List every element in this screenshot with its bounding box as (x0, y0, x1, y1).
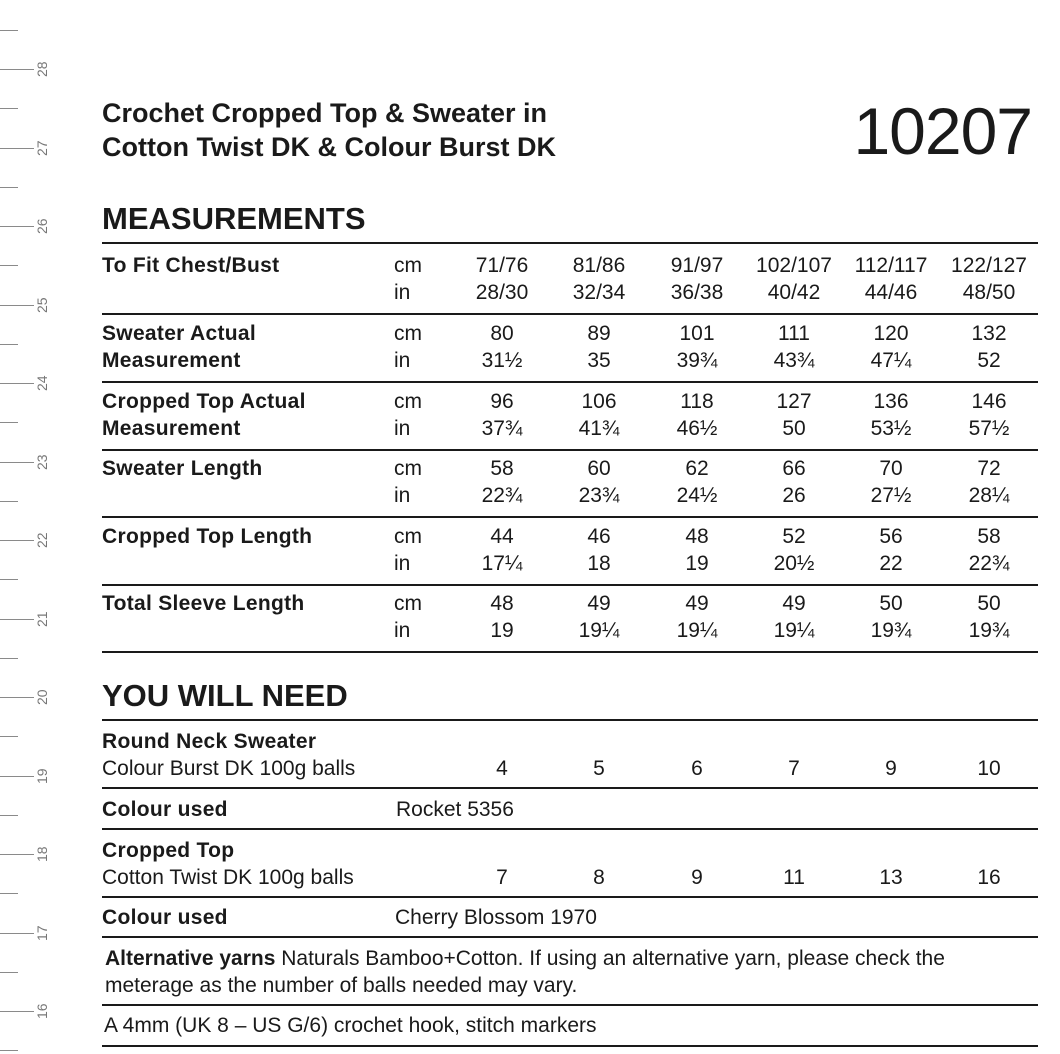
cm-value: 101 (679, 322, 715, 345)
cropped-colour-label: Colour used (102, 906, 228, 929)
divider (102, 828, 1038, 830)
ruler-label: 16 (34, 1003, 50, 1019)
unit-cm: cm (394, 525, 422, 548)
in-value: 48/50 (962, 281, 1016, 304)
ruler-minor-tick (0, 658, 18, 659)
ruler-major-tick (0, 1011, 34, 1012)
ruler-major-tick (0, 854, 34, 855)
row-label: Total Sleeve Length (102, 592, 305, 615)
ball-count: 9 (885, 757, 897, 780)
cm-value: 49 (587, 592, 611, 615)
cm-value: 50 (879, 592, 903, 615)
divider (102, 516, 1038, 518)
in-value: 57½ (968, 417, 1010, 440)
ruler-label: 18 (34, 846, 50, 862)
ruler-minor-tick (0, 972, 18, 973)
title-line-2: Cotton Twist DK & Colour Burst DK (102, 132, 556, 162)
ruler-major-tick (0, 148, 34, 149)
ruler-label: 25 (34, 296, 50, 313)
cm-value: 89 (587, 322, 611, 345)
in-value: 50 (782, 417, 806, 440)
cm-value: 44 (490, 525, 514, 548)
ruler-label: 24 (34, 375, 50, 391)
row-label-cont: Measurement (102, 349, 241, 372)
cm-value: 71/76 (475, 254, 529, 277)
in-value: 39¾ (676, 349, 718, 372)
unit-cm: cm (394, 322, 422, 345)
cm-value: 48 (685, 525, 709, 548)
in-value: 22 (879, 552, 903, 575)
row-label: Cropped Top Length (102, 525, 313, 548)
ruler-minor-tick (0, 344, 18, 345)
ruler (0, 0, 60, 1054)
divider (102, 651, 1038, 653)
cm-value: 146 (971, 390, 1007, 413)
divider (102, 787, 1038, 789)
ruler-major-tick (0, 697, 34, 698)
ball-count: 9 (691, 866, 703, 889)
sweater-colour-label: Colour used (102, 798, 228, 821)
row-label-cont: Measurement (102, 417, 241, 440)
ball-count: 16 (977, 866, 1001, 889)
unit-in: in (394, 281, 411, 304)
cm-value: 118 (680, 390, 714, 413)
ball-count: 7 (788, 757, 800, 780)
alternative-yarns-label: Alternative yarns (105, 947, 276, 970)
cm-value: 91/97 (670, 254, 724, 277)
cm-value: 112/117 (854, 254, 928, 277)
ruler-major-tick (0, 776, 34, 777)
cm-value: 127 (776, 390, 812, 413)
pattern-number: 10207 (853, 94, 1032, 168)
unit-in: in (394, 349, 411, 372)
cm-value: 111 (778, 322, 810, 345)
in-value: 27½ (870, 484, 912, 507)
cm-value: 66 (782, 457, 806, 480)
cm-value: 58 (490, 457, 514, 480)
in-value: 28¼ (968, 484, 1010, 507)
ruler-minor-tick (0, 579, 18, 580)
ruler-minor-tick (0, 422, 18, 423)
measurements-heading: MEASUREMENTS (102, 201, 366, 236)
cm-value: 52 (782, 525, 806, 548)
in-value: 20½ (773, 552, 815, 575)
in-value: 41¾ (578, 417, 620, 440)
ball-count: 10 (977, 757, 1001, 780)
cm-value: 106 (581, 390, 617, 413)
ruler-label: 23 (34, 453, 50, 470)
sweater-title: Round Neck Sweater (102, 730, 317, 753)
divider (102, 719, 1038, 721)
cm-value: 132 (971, 322, 1007, 345)
ruler-minor-tick (0, 265, 18, 266)
cm-value: 48 (490, 592, 514, 615)
divider (102, 1004, 1038, 1006)
ruler-label: 21 (34, 610, 50, 627)
in-value: 53½ (870, 417, 912, 440)
ruler-major-tick (0, 619, 34, 620)
unit-in: in (394, 619, 411, 642)
divider (102, 313, 1038, 315)
divider (102, 1045, 1038, 1047)
cropped-title: Cropped Top (102, 839, 235, 862)
ruler-major-tick (0, 462, 34, 463)
ruler-major-tick (0, 933, 34, 934)
row-label: Sweater Actual (102, 322, 256, 345)
you-will-need-heading: YOU WILL NEED (102, 678, 348, 713)
cm-value: 49 (685, 592, 709, 615)
ruler-label: 20 (34, 689, 50, 705)
ruler-minor-tick (0, 1050, 18, 1051)
in-value: 23¾ (578, 484, 620, 507)
alternative-yarns-text: Naturals Bamboo+Cotton. If using an alternative yarn, please check the meterage as the number of balls needed may vary. (105, 947, 945, 997)
row-label: Cropped Top Actual (102, 390, 306, 413)
in-value: 28/30 (475, 281, 529, 304)
cm-value: 122/127 (951, 254, 1027, 277)
in-value: 44/46 (864, 281, 918, 304)
in-value: 19¼ (578, 619, 620, 642)
in-value: 22¾ (968, 552, 1010, 575)
divider (102, 936, 1038, 938)
cm-value: 102/107 (756, 254, 832, 277)
in-value: 19¾ (968, 619, 1010, 642)
in-value: 24½ (676, 484, 718, 507)
cm-value: 50 (977, 592, 1001, 615)
cm-value: 120 (873, 322, 909, 345)
ball-count: 8 (593, 866, 605, 889)
sweater-yarn: Colour Burst DK 100g balls (102, 757, 356, 780)
ruler-minor-tick (0, 108, 18, 109)
row-label: Sweater Length (102, 457, 263, 480)
cm-value: 62 (685, 457, 709, 480)
in-value: 19¾ (870, 619, 912, 642)
in-value: 36/38 (670, 281, 724, 304)
in-value: 17¼ (481, 552, 523, 575)
divider (102, 584, 1038, 586)
alternative-yarns-note (105, 945, 1035, 999)
ball-count: 11 (783, 866, 805, 889)
ruler-minor-tick (0, 30, 18, 31)
in-value: 26 (782, 484, 806, 507)
in-value: 19 (490, 619, 514, 642)
in-value: 37¾ (481, 417, 523, 440)
ball-count: 13 (879, 866, 903, 889)
in-value: 19¼ (773, 619, 815, 642)
in-value: 32/34 (572, 281, 626, 304)
ruler-label: 26 (34, 218, 50, 234)
ruler-minor-tick (0, 893, 18, 894)
ruler-label: 27 (34, 139, 50, 156)
cm-value: 81/86 (572, 254, 626, 277)
in-value: 19 (685, 552, 709, 575)
ruler-major-tick (0, 69, 34, 70)
cropped-colour-value: Cherry Blossom 1970 (395, 906, 597, 929)
divider (102, 449, 1038, 451)
in-value: 52 (977, 349, 1001, 372)
cm-value: 46 (587, 525, 611, 548)
cm-value: 72 (977, 457, 1001, 480)
ball-count: 5 (593, 757, 605, 780)
ruler-label: 17 (34, 924, 50, 941)
cropped-yarn: Cotton Twist DK 100g balls (102, 866, 354, 889)
ruler-major-tick (0, 226, 34, 227)
unit-in: in (394, 552, 411, 575)
ruler-major-tick (0, 540, 34, 541)
in-value: 18 (587, 552, 611, 575)
unit-in: in (394, 417, 411, 440)
in-value: 40/42 (767, 281, 821, 304)
in-value: 19¼ (676, 619, 718, 642)
cm-value: 80 (490, 322, 514, 345)
unit-cm: cm (394, 254, 422, 277)
ruler-minor-tick (0, 736, 18, 737)
in-value: 46½ (676, 417, 718, 440)
in-value: 47¼ (870, 349, 912, 372)
ruler-minor-tick (0, 815, 18, 816)
in-value: 43¾ (773, 349, 815, 372)
in-value: 35 (587, 349, 611, 372)
title-line-1: Crochet Cropped Top & Sweater in (102, 98, 548, 128)
unit-cm: cm (394, 457, 422, 480)
ruler-minor-tick (0, 501, 18, 502)
ball-count: 6 (691, 757, 703, 780)
sweater-colour-value: Rocket 5356 (396, 798, 514, 821)
ruler-major-tick (0, 305, 34, 306)
hook-note: A 4mm (UK 8 – US G/6) crochet hook, stitch markers (104, 1014, 597, 1037)
ball-count: 7 (496, 866, 508, 889)
cm-value: 49 (782, 592, 806, 615)
ruler-label: 19 (34, 767, 50, 784)
cm-value: 70 (879, 457, 903, 480)
ruler-label: 28 (34, 61, 50, 77)
unit-cm: cm (394, 390, 422, 413)
unit-cm: cm (394, 592, 422, 615)
cm-value: 136 (873, 390, 909, 413)
divider (102, 896, 1038, 898)
cm-value: 58 (977, 525, 1001, 548)
in-value: 22¾ (481, 484, 523, 507)
row-label: To Fit Chest/Bust (102, 254, 280, 277)
ruler-minor-tick (0, 187, 18, 188)
pattern-title (102, 96, 556, 164)
cm-value: 96 (490, 390, 514, 413)
divider (102, 242, 1038, 244)
cm-value: 56 (879, 525, 903, 548)
unit-in: in (394, 484, 411, 507)
ruler-label: 22 (34, 532, 50, 548)
cm-value: 60 (587, 457, 611, 480)
ball-count: 4 (496, 757, 508, 780)
in-value: 31½ (481, 349, 523, 372)
ruler-major-tick (0, 383, 34, 384)
divider (102, 381, 1038, 383)
